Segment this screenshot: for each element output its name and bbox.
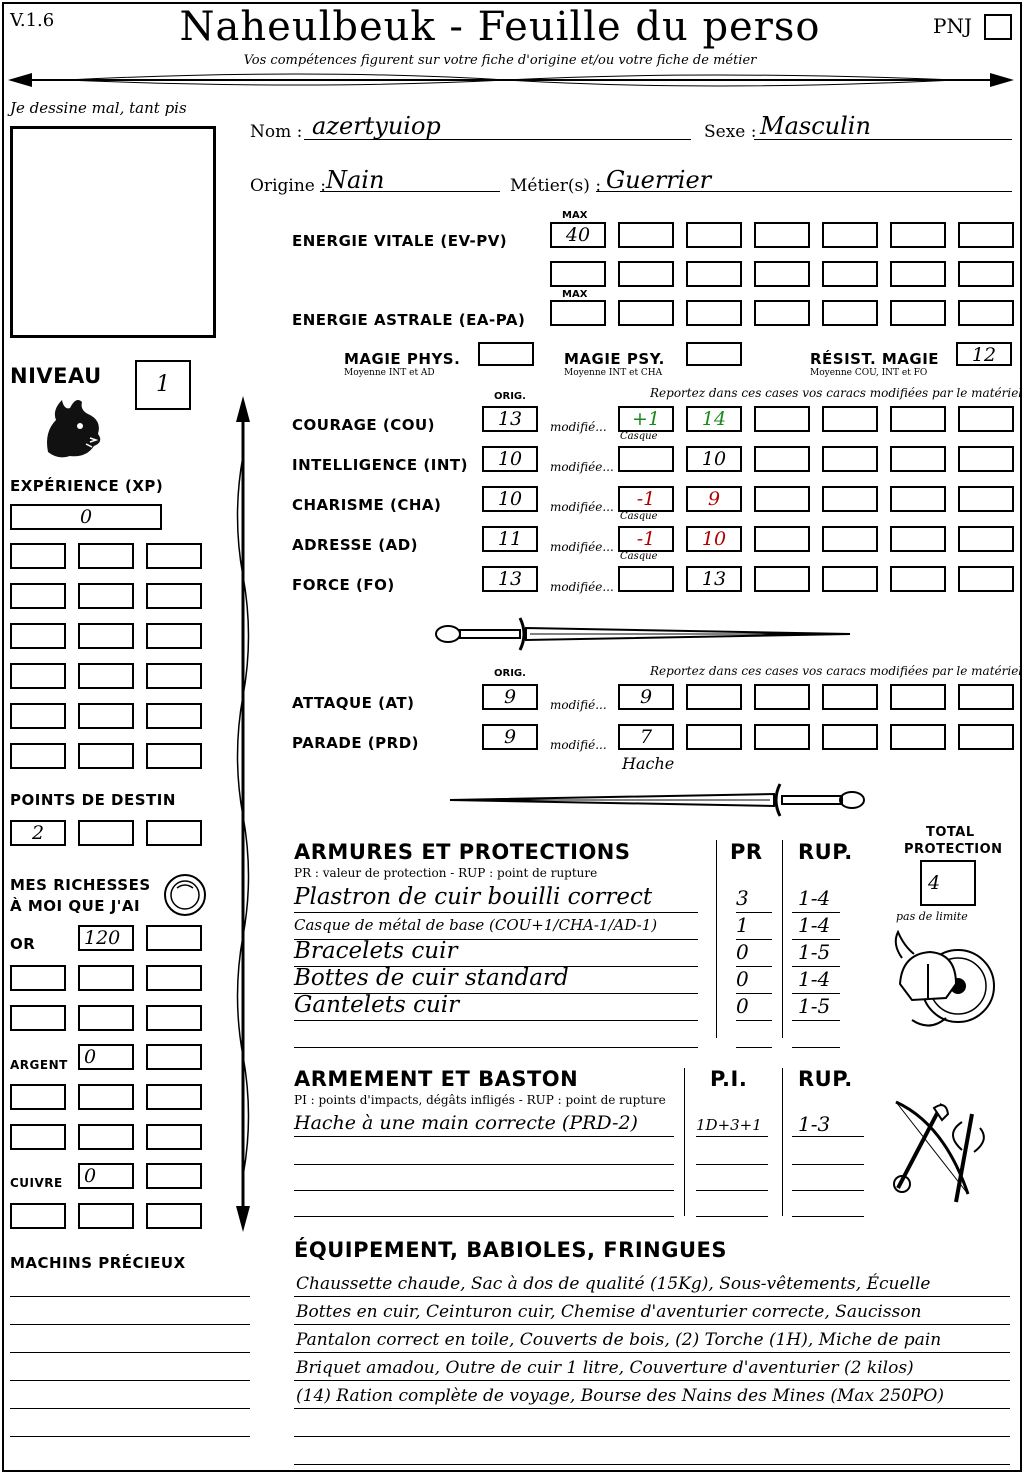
- experience-box[interactable]: 0: [10, 504, 162, 530]
- ea-box[interactable]: [822, 300, 878, 326]
- armure-rup[interactable]: 1-5: [798, 994, 831, 1018]
- armure-rup[interactable]: 1-5: [798, 940, 831, 964]
- carac-modifie: modifiée...: [550, 540, 614, 554]
- parade-label: PARADE (PRD): [292, 734, 420, 752]
- or-label: OR: [10, 935, 36, 953]
- parade-orig-box[interactable]: 9: [482, 724, 538, 750]
- ea-max-label: MAX: [562, 289, 588, 300]
- ev-max-box[interactable]: 40: [550, 222, 606, 248]
- arme-name[interactable]: Hache à une main correcte (PRD-2): [294, 1112, 638, 1134]
- sexe-value[interactable]: Masculin: [760, 112, 871, 140]
- niveau-box[interactable]: 1: [135, 360, 191, 410]
- ev-box[interactable]: [618, 222, 674, 248]
- arme-line: [294, 1136, 674, 1137]
- subtitle: Vos compétences figurent sur votre fiche d'origine et/ou votre fiche de métier: [243, 53, 757, 68]
- magie-phys-note: Moyenne INT et AD: [344, 368, 435, 378]
- pas-de-limite: pas de limite: [896, 910, 968, 923]
- equipement-title: ÉQUIPEMENT, BABIOLES, FRINGUES: [294, 1238, 727, 1262]
- magie-phys-label: MAGIE PHYS.: [344, 350, 461, 368]
- xp-box[interactable]: [146, 543, 202, 569]
- carac-label: COURAGE (COU): [292, 416, 436, 434]
- metier-label: Métier(s) :: [510, 176, 602, 196]
- arme-rup-line: [792, 1164, 864, 1165]
- sexe-label: Sexe :: [704, 122, 757, 142]
- carac-mod-box[interactable]: -1: [618, 526, 674, 552]
- attaque-extra-box[interactable]: [754, 684, 810, 710]
- carac-extra-box[interactable]: [822, 406, 878, 432]
- carac-extra-box[interactable]: [958, 486, 1014, 512]
- armure-rup-line: [792, 1047, 840, 1048]
- armure-line: [294, 912, 698, 913]
- portrait-box[interactable]: [10, 126, 216, 338]
- spear-vertical: [228, 396, 258, 1232]
- sword-icon-1: [430, 612, 870, 656]
- attaque-modifie: modifié...: [550, 698, 607, 712]
- carac-extra-box[interactable]: [754, 486, 810, 512]
- carac-orig-box[interactable]: 13: [482, 566, 538, 592]
- armure-pr-line: [736, 1020, 772, 1021]
- coin-box[interactable]: [146, 1005, 202, 1031]
- equipement-line: [294, 1408, 1010, 1409]
- carac-orig-box[interactable]: 13: [482, 406, 538, 432]
- parade-extra-box[interactable]: [890, 724, 946, 750]
- parade-note: Hache: [622, 754, 675, 773]
- attaque-extra-box[interactable]: [686, 684, 742, 710]
- armures-note: PR : valeur de protection - RUP : point de rupture: [294, 866, 598, 880]
- arme-line: [294, 1190, 674, 1191]
- ea-box[interactable]: [618, 300, 674, 326]
- carac-label: ADRESSE (AD): [292, 536, 419, 554]
- coin-box[interactable]: [10, 1124, 66, 1150]
- carac-extra-box[interactable]: [890, 486, 946, 512]
- origine-label: Origine :: [250, 176, 326, 196]
- caracs-report-note: Reportez dans ces cases vos caracs modifiées par le matériel: [650, 386, 1023, 400]
- armement-note: PI : points d'impacts, dégâts infligés - RUP : point de rupture: [294, 1093, 666, 1107]
- machins-line: [10, 1436, 250, 1437]
- armures-title: ARMURES ET PROTECTIONS: [294, 840, 631, 864]
- carac-extra-box[interactable]: [890, 406, 946, 432]
- equipement-line: [294, 1352, 1010, 1353]
- destin-label: POINTS DE DESTIN: [10, 791, 176, 809]
- xp-box[interactable]: [10, 663, 66, 689]
- armure-pr[interactable]: 3: [736, 886, 749, 910]
- xp-box[interactable]: [78, 543, 134, 569]
- equipement-line: [294, 1324, 1010, 1325]
- ev-box[interactable]: [754, 222, 810, 248]
- armure-name[interactable]: Casque de métal de base (COU+1/CHA-1/AD-1): [294, 916, 658, 934]
- xp-box[interactable]: [10, 623, 66, 649]
- armure-name[interactable]: Plastron de cuir bouilli correct: [294, 884, 653, 910]
- parade-extra-box[interactable]: [822, 724, 878, 750]
- carac-mod-box[interactable]: -1: [618, 486, 674, 512]
- carac-extra-box[interactable]: [754, 406, 810, 432]
- armures-rup-header: RUP.: [798, 840, 853, 864]
- ea-box[interactable]: [754, 300, 810, 326]
- ev-box[interactable]: [686, 261, 742, 287]
- carac-extra-box[interactable]: [754, 446, 810, 472]
- carac-modifie: modifiée...: [550, 580, 614, 594]
- armures-pr-header: PR: [730, 840, 763, 864]
- ea-box[interactable]: [890, 300, 946, 326]
- nom-line: [304, 139, 691, 140]
- ev-box[interactable]: [958, 222, 1014, 248]
- carac-extra-box[interactable]: [890, 526, 946, 552]
- armure-pr[interactable]: 0: [736, 994, 749, 1018]
- carac-extra-box[interactable]: [958, 406, 1014, 432]
- carac-modifie: modifiée...: [550, 500, 614, 514]
- ea-label: ENERGIE ASTRALE (EA-PA): [292, 311, 526, 329]
- armure-pr[interactable]: 0: [736, 940, 749, 964]
- sword-icon-2: [430, 778, 870, 822]
- armure-rup-line: [792, 1020, 840, 1021]
- resist-magie-note: Moyenne COU, INT et FO: [810, 368, 928, 378]
- experience-label: EXPÉRIENCE (XP): [10, 477, 164, 495]
- dragon-icon: [40, 392, 106, 462]
- coin-box[interactable]: [146, 1163, 202, 1189]
- equipement-line: [294, 1436, 1010, 1437]
- xp-box[interactable]: [10, 543, 66, 569]
- attaque-orig-box[interactable]: 9: [482, 684, 538, 710]
- sheet-title: Naheulbeuk - Feuille du perso: [179, 4, 821, 50]
- xp-box[interactable]: [146, 703, 202, 729]
- carac-label: CHARISME (CHA): [292, 496, 442, 514]
- carac-mod-note: Casque: [620, 511, 658, 522]
- armure-rup[interactable]: 1-4: [798, 886, 831, 910]
- helmet-shield-icon: [890, 924, 1000, 1036]
- xp-box[interactable]: [78, 743, 134, 769]
- coin-box[interactable]: [146, 1124, 202, 1150]
- xp-box[interactable]: [146, 743, 202, 769]
- armure-name[interactable]: Bottes de cuir standard: [294, 965, 569, 991]
- coin-box[interactable]: [78, 1084, 134, 1110]
- combat-report-note: Reportez dans ces cases vos caracs modifiées par le matériel: [650, 664, 1023, 678]
- coin-box[interactable]: [146, 965, 202, 991]
- parade-extra-box[interactable]: [958, 724, 1014, 750]
- resist-magie-label: RÉSIST. MAGIE: [810, 350, 940, 368]
- ev-label: ENERGIE VITALE (EV-PV): [292, 232, 508, 250]
- ev-box[interactable]: [958, 261, 1014, 287]
- equipement-line: [294, 1464, 1010, 1465]
- cuivre-box[interactable]: 0: [78, 1163, 134, 1189]
- coin-box[interactable]: [10, 965, 66, 991]
- origine-value[interactable]: Nain: [326, 166, 385, 194]
- coin-box[interactable]: [10, 1203, 66, 1229]
- xp-box[interactable]: [146, 583, 202, 609]
- carac-mod-note: Casque: [620, 431, 658, 442]
- carac-modifie: modifié...: [550, 420, 607, 434]
- arme-pi-line: [696, 1136, 768, 1137]
- armement-rup-header: RUP.: [798, 1067, 853, 1091]
- magie-phys-box[interactable]: [478, 342, 534, 366]
- magie-psy-note: Moyenne INT et CHA: [564, 368, 663, 378]
- total-protection-label-1: TOTAL: [926, 825, 975, 840]
- xp-box[interactable]: [10, 743, 66, 769]
- coin-box[interactable]: [10, 1084, 66, 1110]
- spear-divider-top: [6, 68, 1018, 92]
- armement-col-divider-1: [684, 1068, 685, 1216]
- ev-box[interactable]: [618, 261, 674, 287]
- carac-extra-box[interactable]: [822, 486, 878, 512]
- carac-modifie: modifiée...: [550, 460, 614, 474]
- parade-mod-box[interactable]: 7: [618, 724, 674, 750]
- arme-rup-line: [792, 1136, 864, 1137]
- ea-box[interactable]: [958, 300, 1014, 326]
- ev-box[interactable]: [822, 222, 878, 248]
- coin-box[interactable]: [78, 1005, 134, 1031]
- coin-box[interactable]: [146, 1044, 202, 1070]
- resist-magie-box[interactable]: 12: [956, 342, 1012, 366]
- carac-extra-box[interactable]: [890, 566, 946, 592]
- ev-box[interactable]: [822, 261, 878, 287]
- armure-pr[interactable]: 1: [736, 913, 749, 937]
- version-label: V.1.6: [10, 10, 55, 31]
- arme-rup[interactable]: 1-3: [798, 1112, 831, 1136]
- carac-extra-box[interactable]: [958, 566, 1014, 592]
- carac-extra-box[interactable]: [890, 446, 946, 472]
- equipement-line-text[interactable]: Chaussette chaude, Sac à dos de qualité (15Kg), Sous-vêtements, Écuelle: [296, 1274, 931, 1294]
- destin-box-1[interactable]: 2: [10, 820, 66, 846]
- armure-name[interactable]: Gantelets cuir: [294, 992, 460, 1018]
- machins-line: [10, 1352, 250, 1353]
- armure-pr-line: [736, 1047, 772, 1048]
- armures-col-divider-1: [716, 840, 717, 1038]
- coin-box[interactable]: [146, 1203, 202, 1229]
- coin-box[interactable]: [10, 1005, 66, 1031]
- carac-orig-box[interactable]: 10: [482, 446, 538, 472]
- arme-rup-line: [792, 1190, 864, 1191]
- coin-box[interactable]: [146, 925, 202, 951]
- carac-final-box[interactable]: 10: [686, 526, 742, 552]
- parade-modifie: modifié...: [550, 738, 607, 752]
- metier-value[interactable]: Guerrier: [606, 166, 712, 194]
- carac-extra-box[interactable]: [754, 566, 810, 592]
- ea-max-box[interactable]: [550, 300, 606, 326]
- xp-box[interactable]: [10, 703, 66, 729]
- coin-box[interactable]: [78, 1124, 134, 1150]
- parade-extra-box[interactable]: [754, 724, 810, 750]
- carac-orig-box[interactable]: 11: [482, 526, 538, 552]
- ev-box[interactable]: [890, 261, 946, 287]
- machins-line: [10, 1324, 250, 1325]
- equipement-line-text[interactable]: Briquet amadou, Outre de cuir 1 litre, Couverture d'aventurier (2 kilos): [296, 1358, 914, 1378]
- carac-final-box[interactable]: 10: [686, 446, 742, 472]
- sexe-line: [754, 139, 1012, 140]
- carac-label: FORCE (FO): [292, 576, 395, 594]
- carac-final-box[interactable]: 13: [686, 566, 742, 592]
- xp-box[interactable]: [78, 663, 134, 689]
- richesses-label-2: À MOI QUE J'AI: [10, 897, 141, 915]
- ev-box[interactable]: [550, 261, 606, 287]
- nom-label: Nom :: [250, 122, 303, 142]
- portrait-caption: Je dessine mal, tant pis: [10, 99, 187, 117]
- ea-box[interactable]: [686, 300, 742, 326]
- armures-col-divider-2: [782, 840, 783, 1038]
- or-box[interactable]: 120: [78, 925, 134, 951]
- argent-box[interactable]: 0: [78, 1044, 134, 1070]
- magie-psy-box[interactable]: [686, 342, 742, 366]
- richesses-label-1: MES RICHESSES: [10, 876, 151, 894]
- armure-rup[interactable]: 1-4: [798, 967, 831, 991]
- machins-label: MACHINS PRÉCIEUX: [10, 1254, 186, 1272]
- niveau-label: NIVEAU: [10, 364, 102, 388]
- armement-pi-header: P.I.: [710, 1067, 748, 1091]
- arme-rup-line: [792, 1216, 864, 1217]
- arme-line: [294, 1164, 674, 1165]
- destin-box-2[interactable]: [78, 820, 134, 846]
- machins-line: [10, 1408, 250, 1409]
- equipement-line: [294, 1296, 1010, 1297]
- metier-line: [596, 191, 1012, 192]
- total-protection-box[interactable]: 4: [920, 860, 976, 906]
- attaque-extra-box[interactable]: [890, 684, 946, 710]
- ev-box[interactable]: [890, 222, 946, 248]
- xp-box[interactable]: [146, 623, 202, 649]
- coin-icon: [162, 872, 208, 918]
- carac-orig-box[interactable]: 10: [482, 486, 538, 512]
- xp-box[interactable]: [78, 703, 134, 729]
- arme-line: [294, 1216, 674, 1217]
- arme-pi-line: [696, 1190, 768, 1191]
- ev-max-label: MAX: [562, 210, 588, 221]
- carac-extra-box[interactable]: [822, 566, 878, 592]
- carac-final-box[interactable]: 14: [686, 406, 742, 432]
- combat-orig-label: ORIG.: [494, 668, 526, 679]
- carac-extra-box[interactable]: [822, 446, 878, 472]
- armement-col-divider-2: [782, 1068, 783, 1216]
- destin-box-3[interactable]: [146, 820, 202, 846]
- ev-box[interactable]: [754, 261, 810, 287]
- ev-box[interactable]: [686, 222, 742, 248]
- armure-name[interactable]: Bracelets cuir: [294, 938, 458, 964]
- equipement-line-text[interactable]: (14) Ration complète de voyage, Bourse des Nains des Mines (Max 250PO): [296, 1386, 944, 1406]
- attaque-extra-box[interactable]: [958, 684, 1014, 710]
- arme-pi-line: [696, 1164, 768, 1165]
- attaque-extra-box[interactable]: [822, 684, 878, 710]
- armure-line: [294, 1047, 698, 1048]
- machins-line: [10, 1296, 250, 1297]
- cuivre-label: CUIVRE: [10, 1176, 63, 1190]
- caracs-orig-label: ORIG.: [494, 391, 526, 402]
- carac-mod-note: Casque: [620, 551, 658, 562]
- origine-line: [320, 191, 500, 192]
- carac-mod-box[interactable]: [618, 566, 674, 592]
- nom-value[interactable]: azertyuiop: [312, 112, 441, 140]
- coin-box[interactable]: [146, 1084, 202, 1110]
- xp-box[interactable]: [78, 623, 134, 649]
- parade-extra-box[interactable]: [686, 724, 742, 750]
- argent-label: ARGENT: [10, 1058, 68, 1072]
- carac-label: INTELLIGENCE (INT): [292, 456, 468, 474]
- carac-mod-box[interactable]: +1: [618, 406, 674, 432]
- arme-pi-line: [696, 1216, 768, 1217]
- coin-box[interactable]: [78, 965, 134, 991]
- pnj-checkbox[interactable]: [984, 14, 1012, 40]
- coin-box[interactable]: [78, 1203, 134, 1229]
- xp-box[interactable]: [146, 663, 202, 689]
- arme-pi[interactable]: 1D+3+1: [696, 1116, 762, 1134]
- carac-extra-box[interactable]: [822, 526, 878, 552]
- xp-box[interactable]: [10, 583, 66, 609]
- armure-line: [294, 1020, 698, 1021]
- xp-box[interactable]: [78, 583, 134, 609]
- weapons-icon: [884, 1094, 994, 1214]
- carac-mod-box[interactable]: [618, 446, 674, 472]
- equipement-line-text[interactable]: Bottes en cuir, Ceinturon cuir, Chemise d'aventurier correcte, Saucisson: [296, 1302, 922, 1322]
- magie-psy-label: MAGIE PSY.: [564, 350, 665, 368]
- carac-extra-box[interactable]: [754, 526, 810, 552]
- armure-rup[interactable]: 1-4: [798, 913, 831, 937]
- attaque-label: ATTAQUE (AT): [292, 694, 415, 712]
- carac-extra-box[interactable]: [958, 526, 1014, 552]
- total-protection-label-2: PROTECTION: [904, 842, 1003, 857]
- equipement-line-text[interactable]: Pantalon correct en toile, Couverts de bois, (2) Torche (1H), Miche de pain: [296, 1330, 942, 1350]
- attaque-mod-box[interactable]: 9: [618, 684, 674, 710]
- pnj-label: PNJ: [933, 14, 972, 38]
- equipement-line: [294, 1380, 1010, 1381]
- armure-pr[interactable]: 0: [736, 967, 749, 991]
- armement-title: ARMEMENT ET BASTON: [294, 1067, 579, 1091]
- carac-extra-box[interactable]: [958, 446, 1014, 472]
- machins-line: [10, 1380, 250, 1381]
- carac-final-box[interactable]: 9: [686, 486, 742, 512]
